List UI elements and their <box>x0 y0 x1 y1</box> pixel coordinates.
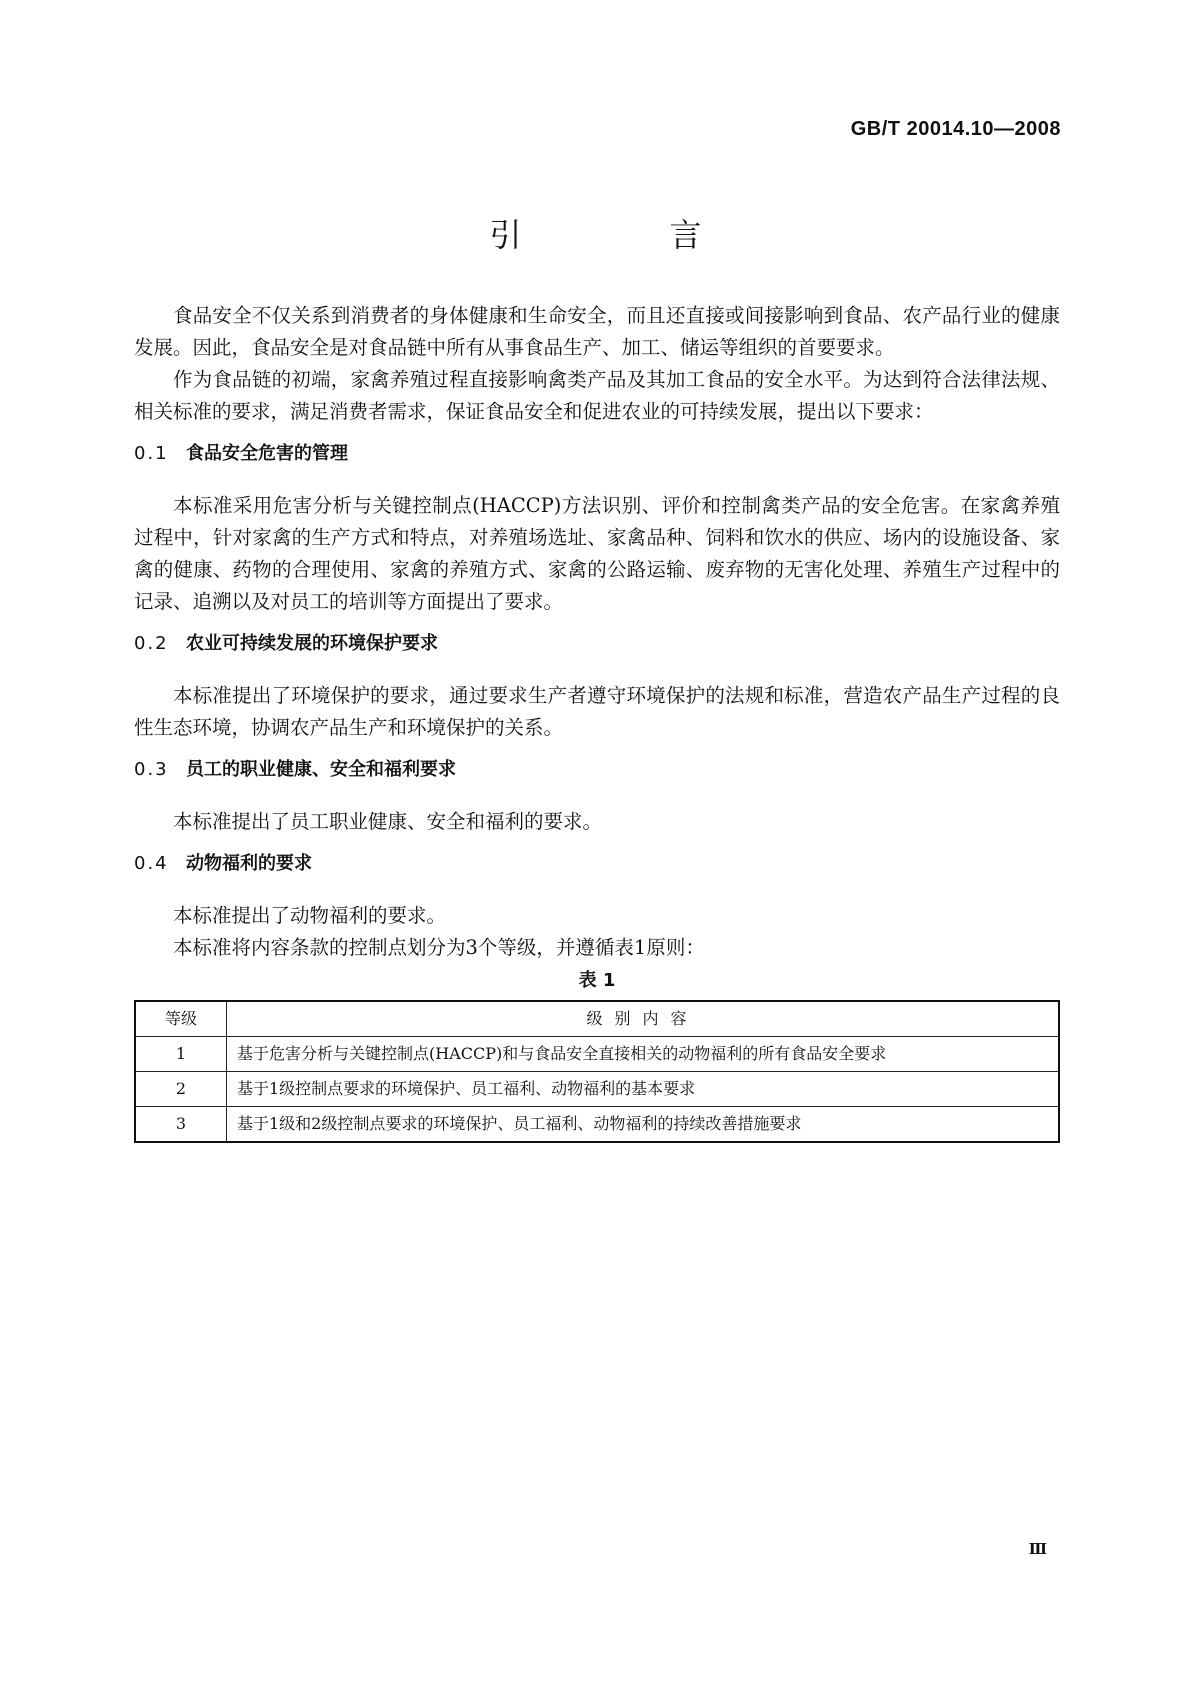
table-header-cell: 等级 <box>135 1001 227 1037</box>
section-number: 0.4 <box>134 853 169 874</box>
section-heading-0-4 <box>134 851 1060 877</box>
table-cell-level: 3 <box>135 1107 227 1143</box>
page-number: Ⅲ <box>1028 1540 1047 1558</box>
table-header-row <box>135 1001 1059 1037</box>
section-title: 食品安全危害的管理 <box>186 443 348 464</box>
section-paragraph: 本标准提出了员工职业健康、安全和福利的要求。 <box>173 810 603 833</box>
table-cell-level: 1 <box>135 1037 227 1072</box>
section-title: 动物福利的要求 <box>186 853 312 874</box>
section-paragraph: 本标准将内容条款的控制点划分为3个等级，并遵循表1原则： <box>173 936 705 959</box>
table-row <box>135 1037 1059 1072</box>
section-heading-0-3 <box>134 757 1060 783</box>
intro-paragraph: 食品安全不仅关系到消费者的身体健康和生命安全，而且还直接或间接影响到食品、农产品行业的健康发展。因此，食品安全是对食品链中所有从事食品生产、加工、储运等组织的首要要求。 <box>134 304 1060 359</box>
table-row <box>135 1072 1059 1107</box>
document-body <box>134 300 1060 1143</box>
section-number: 0.3 <box>134 759 169 780</box>
table-header-cell: 级别内容 <box>227 1001 1060 1037</box>
section-number: 0.1 <box>134 443 169 464</box>
section-paragraph: 本标准提出了环境保护的要求，通过要求生产者遵守环境保护的法规和标准，营造农产品生产过程的良性生态环境，协调农产品生产和环境保护的关系。 <box>134 684 1060 739</box>
section-number: 0.2 <box>134 633 169 654</box>
table-cell-content: 基于1级控制点要求的环境保护、员工福利、动物福利的基本要求 <box>227 1072 1060 1107</box>
section-paragraph: 本标准采用危害分析与关键控制点(HACCP)方法识别、评价和控制禽类产品的安全危害。在家禽养殖过程中，针对家禽的生产方式和特点，对养殖场选址、家禽品种、饲料和饮水的供应、场内的设施设备、家禽的健康、药物的合理使用、家禽的养殖方式、家禽的公路运输、废弃物的无害化处理、养殖生产过程中的记录、追溯以及对员工的培训等方面提出了要求。 <box>134 494 1060 613</box>
table-cell-content: 基于1级和2级控制点要求的环境保护、员工福利、动物福利的持续改善措施要求 <box>227 1107 1060 1143</box>
levels-table <box>134 1000 1060 1143</box>
section-paragraph: 本标准提出了动物福利的要求。 <box>173 904 447 927</box>
table-caption: 表 1 <box>578 970 616 991</box>
section-heading-0-1 <box>134 441 1060 467</box>
table-row <box>135 1107 1059 1143</box>
table-cell-content: 基于危害分析与关键控制点(HACCP)和与食品安全直接相关的动物福利的所有食品安全要求 <box>227 1037 1060 1072</box>
section-title: 农业可持续发展的环境保护要求 <box>186 633 438 654</box>
page-title: 引 言 <box>489 216 760 254</box>
section-title: 员工的职业健康、安全和福利要求 <box>186 759 456 780</box>
section-heading-0-2 <box>134 631 1060 657</box>
standard-code: GB/T 20014.10—2008 <box>850 118 1061 140</box>
intro-paragraph: 作为食品链的初端，家禽养殖过程直接影响禽类产品及其加工食品的安全水平。为达到符合法律法规、相关标准的要求，满足消费者需求，保证食品安全和促进农业的可持续发展，提出以下要求： <box>134 368 1060 423</box>
table-cell-level: 2 <box>135 1072 227 1107</box>
